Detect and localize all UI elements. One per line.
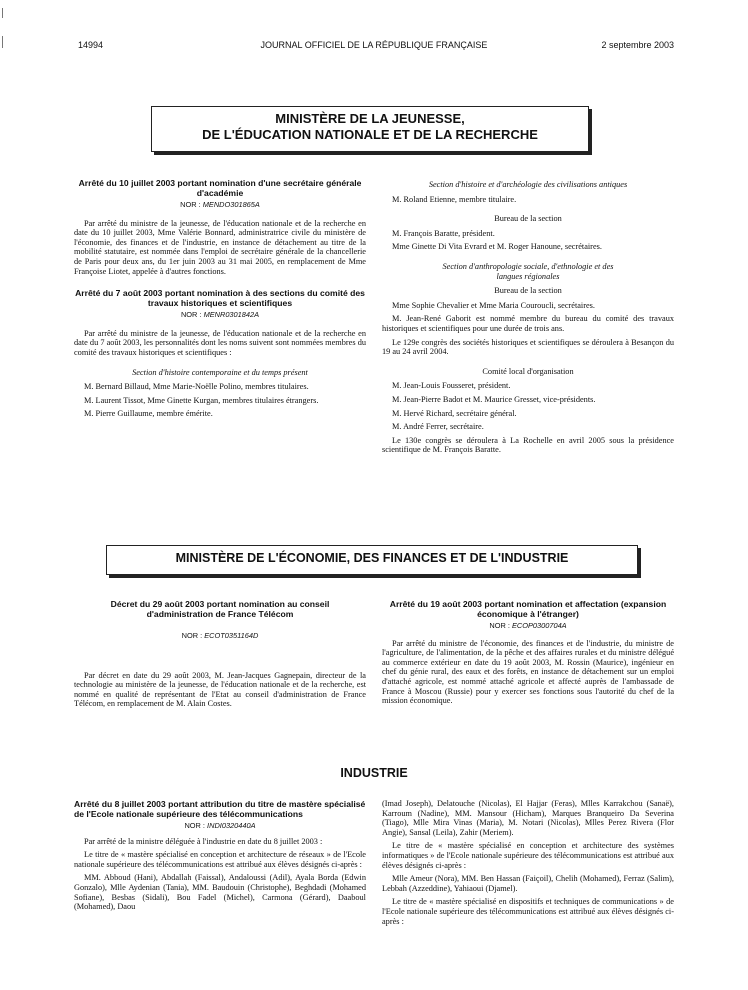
- bureau-heading: Bureau de la section: [494, 214, 562, 224]
- committee-heading: Comité local d'organisation: [482, 366, 574, 376]
- journal-title: JOURNAL OFFICIEL DE LA RÉPUBLIQUE FRANÇAISE: [260, 40, 488, 50]
- article-body: Par arrêté de la ministre déléguée à l'industrie en date du 8 juillet 2003 :: [84, 836, 323, 846]
- article-title: Arrêté du 7 août 2003 portant nomination à des sections du comité des travaux historiques et scientifiques: [75, 288, 365, 309]
- article-body: Mlle Ameur (Nora), MM. Ben Hassan (Faiçoil), Chelih (Mohamed), Ferraz (Salim), Lebbah (Azzeddine), Yahiaoui (Djamel).: [382, 874, 674, 893]
- nor-reference: NOR : ECOP0300704A: [489, 621, 567, 630]
- bureau-heading: Bureau de la section: [494, 286, 562, 296]
- left-column-economy: [74, 599, 366, 713]
- page-header: [0, 40, 748, 54]
- article-body: (Imad Joseph), Delatouche (Nicolas), El Hajjar (Feras), Mlles Karrakchou (Sanaë), Karroum (Nadine), MM. Mansour (Hicham), Marques Branqueiro Da Severina (Tiago), Mlle Mira Vinas (Maria), M. Notari (Nicolas), Mlles Perez Rivera (Flor Angie), Sansal (Leila), Zahir (Meriem).: [382, 799, 674, 837]
- ministry-box-education: [151, 106, 589, 152]
- member-line: M. Laurent Tissot, Mme Ginette Kurgan, membres titulaires étrangers.: [84, 395, 319, 405]
- article-title: Arrêté du 19 août 2003 portant nomination et affectation (expansion économique à l'étranger): [389, 599, 667, 619]
- member-line: M. Hervé Richard, secrétaire général.: [392, 408, 517, 418]
- article-body: MM. Abboud (Hani), Abdallah (Faissal), Andaloussi (Adil), Ayala Borda (Edwin Gonzalo), Mlle Aydenian (Tania), MM. Baudouin (Christophe), Beghdadi (Mohamed Sofiane), Besbas (Sidali), Bou Fadel (Michel), Carmona (Gérard), Daaboul (Mohamed), Daou: [74, 873, 366, 912]
- industry-heading: INDUSTRIE: [340, 766, 408, 780]
- margin-mark: [2, 8, 3, 18]
- article-body: Par arrêté du ministre de la jeunesse, de l'éducation nationale et de la recherche en date du 7 août 2003, les personnalités dont les noms suivent sont nommées membres du comité des travaux historiques et scientifiques :: [74, 328, 366, 357]
- section-heading: Section d'histoire et d'archéologie des civilisations antiques: [428, 180, 628, 189]
- ministry-line-1: MINISTÈRE DE LA JEUNESSE,: [275, 111, 465, 126]
- member-line: M. Jean-Pierre Badot et M. Maurice Gresset, vice-présidents.: [392, 394, 596, 404]
- member-line: Mme Ginette Di Vita Evrard et M. Roger Hanoune, secrétaires.: [392, 242, 602, 252]
- article-body: Le 129e congrès des sociétés historiques et scientifiques se déroulera à Besançon du 19 au 24 avril 2004.: [382, 337, 674, 357]
- member-line: M. Jean-Louis Fousseret, président.: [392, 381, 511, 391]
- article-title: Décret du 29 août 2003 portant nomination au conseil d'administration de France Télécom: [110, 599, 330, 619]
- article-body: Le titre de « mastère spécialisé en conception et architecture des systèmes informatiques » de l'Ecole nationale supérieure des télécommunications est attribué aux élèves désignés ci-après :: [382, 841, 674, 870]
- article-body: Par décret en date du 29 août 2003, M. Jean-Jacques Gagnepain, directeur de la technologie au ministère de la jeunesse, de l'éducation nationale et de la recherche, est nommé en qualité de représentant de l'Etat au conseil d'administration de France Télécom, en remplacement de M. Alain Costes.: [74, 670, 366, 709]
- member-line: M. Bernard Billaud, Mme Marie-Noëlle Polino, membres titulaires.: [84, 382, 309, 392]
- issue-date: 2 septembre 2003: [601, 40, 674, 50]
- right-column-education: [382, 180, 674, 459]
- left-column-education: [74, 178, 366, 423]
- member-line: M. Pierre Guillaume, membre émérite.: [84, 409, 213, 419]
- page-number: 14994: [78, 40, 104, 50]
- right-column-industry: [382, 799, 674, 930]
- ministry-line-2: DE L'ÉDUCATION NATIONALE ET DE LA RECHERCHE: [202, 127, 538, 142]
- right-column-economy: [382, 599, 674, 710]
- member-line: Mme Sophie Chevalier et Mme Maria Couroucli, secrétaires.: [392, 300, 595, 310]
- article-body: Par arrêté du ministre de la jeunesse, de l'éducation nationale et de la recherche en date du 10 juillet 2003, Mme Valérie Bonnard, administratrice civile du ministère de l'économie, des finances et de l'industrie, en instance de détachement au titre de la mobilité statutaire, est nommée dans l'emploi de secrétaire générale de la chancellerie de Paris pour deux ans, du 1er juin 2003 au 31 mai 2005, en remplacement de Mme Françoise Liotet, appelée à d'autres fonctions.: [74, 218, 366, 276]
- nor-reference: NOR : ECOT0351164D: [181, 631, 259, 640]
- section-heading: Section d'anthropologie sociale, d'ethnologie et des langues régionales: [442, 261, 614, 281]
- section-heading: Section d'histoire contemporaine et du temps présent: [132, 367, 308, 377]
- member-line: M. François Baratte, président.: [392, 228, 495, 238]
- nor-reference: NOR : MENDO301865A: [180, 200, 260, 209]
- article-body: Le 130e congrès se déroulera à La Rochelle en avril 2005 sous la présidence scientifique de M. François Baratte.: [382, 435, 674, 455]
- nor-reference: NOR : INDI0320440A: [184, 821, 256, 830]
- member-line: M. Roland Etienne, membre titulaire.: [392, 194, 517, 204]
- member-line: M. André Ferrer, secrétaire.: [392, 422, 484, 432]
- article-body: Le titre de « mastère spécialisé en conception et architecture de réseaux » de l'Ecole nationale supérieure des télécommunications est attribué aux élèves désignés ci-après :: [74, 850, 366, 869]
- article-title: Arrêté du 8 juillet 2003 portant attribution du titre de mastère spécialisé de l'Ecole nationale supérieure des télécommunications: [74, 799, 366, 819]
- nor-reference: NOR : MENR0301842A: [180, 310, 260, 320]
- article-body: M. Jean-René Gaborit est nommé membre du bureau du comité des travaux historiques et scientifiques pour une durée de trois ans.: [382, 314, 674, 333]
- article-title: Arrêté du 10 juillet 2003 portant nomination d'une secrétaire générale d'académie: [78, 178, 362, 198]
- left-column-industry: [74, 799, 366, 916]
- article-body: Le titre de « mastère spécialisé en dispositifs et techniques de communications » de l'Ecole nationale supérieure des télécommunications est attribué aux élèves désignés ci-après :: [382, 897, 674, 926]
- ministry-box-economy: [106, 545, 638, 575]
- ministry-line-1: MINISTÈRE DE L'ÉCONOMIE, DES FINANCES ET DE L'INDUSTRIE: [175, 551, 569, 565]
- article-body: Par arrêté du ministre de l'économie, des finances et de l'industrie, du ministre de l'agriculture, de l'alimentation, de la pêche et des affaires rurales et du ministre délégué au commerce extérieur en date du 19 août 2003, M. Rossin (Maurice), ingénieur en chef du génie rural, des eaux et des forêts, en instance de détachement sur un emploi d'attaché agricole, est nommé attaché agricole et affecté auprès de l'ambassade de France à Moscou (Russie) pour y exercer ses fonctions sous l'autorité du chef de la mission économique.: [382, 638, 674, 706]
